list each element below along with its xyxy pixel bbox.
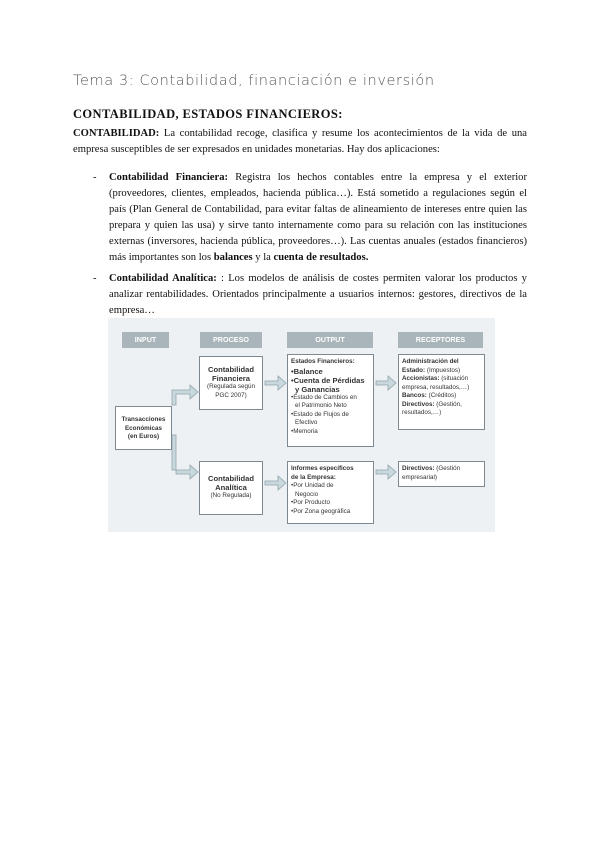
arrow-down-icon: [172, 435, 198, 479]
intro-text: La contabilidad recoge, clasifica y resume los acontecimientos de la vida de una empresa susceptibles de ser expresados en unidades monetarias. Hay dos aplicaciones:: [73, 128, 527, 155]
bullet-text: : Los modelos de análisis de costes permiten valorar los productos y analizar rentabilidades. Orientados principalmente a usuarios internos: gestores, directivos de la empresa…: [109, 273, 527, 316]
receptor-text: (Gestión: [434, 465, 461, 472]
bullet-label: Contabilidad Analítica:: [109, 273, 217, 284]
bullet-marker: -: [93, 172, 97, 183]
proceso-title: Contabilidad: [208, 365, 254, 374]
header-input: INPUT: [122, 332, 169, 348]
output-item: •Memoria: [291, 427, 318, 435]
output-item: •Cuenta de Pérdidas: [291, 375, 365, 385]
output-item: •Balance: [291, 366, 323, 376]
input-line: Económicas: [124, 424, 163, 432]
receptores-analitica-box: [398, 461, 485, 487]
output-item: •Por Producto: [291, 499, 330, 506]
page-title: Tema 3: Contabilidad, financiación e inversión: [73, 73, 435, 89]
bullet-text: y la: [252, 252, 274, 263]
proceso-financiera-box: [199, 356, 263, 410]
output-financiera-box: [287, 354, 374, 447]
proceso-title: Financiera: [212, 374, 250, 383]
input-line: Transacciones: [121, 416, 166, 423]
receptor-label: Directivos:: [402, 465, 435, 472]
arrow-right-icon: [265, 476, 286, 490]
receptor-text: empresarial): [402, 473, 437, 481]
arrow-up-icon: [172, 385, 198, 405]
output-title: de la Empresa:: [291, 473, 336, 481]
output-title: Informes específicos: [291, 465, 354, 472]
accounting-diagram: [108, 318, 495, 532]
output-item: el Patrimonio Neto: [295, 402, 347, 409]
receptor-text: (situación: [439, 375, 469, 382]
input-line: (en Euros): [127, 433, 160, 440]
receptor-label: Directivos:: [402, 400, 435, 408]
receptor-label: Estado:: [402, 366, 426, 374]
output-item: •Por Unidad de: [291, 482, 334, 489]
arrow-right-icon: [376, 465, 396, 479]
output-item: Efectivo: [295, 419, 318, 426]
receptor-text: (Créditos): [426, 392, 457, 399]
output-item: •Estado de Cambios en: [291, 393, 357, 401]
receptor-text: (Gestión,: [434, 400, 462, 408]
bullet-marker: -: [93, 273, 97, 284]
proceso-title: Contabilidad: [208, 474, 254, 483]
receptor-line: Administración del: [402, 358, 459, 365]
proceso-sub: (No Regulada): [210, 492, 252, 499]
bullet-bold: cuenta de resultados.: [273, 252, 369, 263]
proceso-title: Analítica: [215, 483, 247, 492]
intro-label: CONTABILIDAD:: [73, 128, 160, 139]
arrow-right-icon: [376, 376, 396, 390]
bullet-bold: balances: [213, 252, 253, 263]
receptores-financiera-box: [398, 354, 485, 430]
receptor-text: resultados,…): [402, 409, 442, 416]
receptor-label: Accionistas:: [402, 375, 440, 382]
proceso-sub: PGC 2007): [215, 391, 247, 399]
proceso-analitica-box: [199, 461, 263, 515]
output-item: y Ganancias: [295, 384, 340, 394]
proceso-sub: (Regulada según: [207, 383, 255, 390]
receptor-text: empresa, resultados,…): [402, 383, 470, 391]
output-item: •Estado de Flujos de: [291, 410, 349, 418]
header-receptores: RECEPTORES: [398, 332, 483, 348]
header-output: OUTPUT: [287, 332, 373, 348]
bullet-contabilidad-analitica: [109, 271, 527, 319]
section-heading: CONTABILIDAD, ESTADOS FINANCIEROS:: [73, 107, 343, 121]
bullet-label: Contabilidad Financiera:: [109, 172, 229, 183]
bullet-text: Registra los hechos contables entre la empresa y el exterior (proveedores, clientes, empleados, hacienda pública…). Está sometido a regulaciones según el país (Plan General de Contabilidad, para evitar faltas de alineamiento de intereses entre quien las prepara y quien las usa) y sirve tanto internamente como para su relación con las instituciones externas (inversores, hacienda pública, proveedores…). Las cuentas anuales (estados financieros) más importantes son los: [109, 172, 527, 263]
arrow-right-icon: [265, 376, 286, 390]
input-box: [115, 406, 172, 450]
bullet-contabilidad-financiera: [109, 170, 527, 266]
output-item: Negocio: [295, 490, 319, 498]
output-analitica-box: [287, 461, 374, 524]
receptor-label: Bancos:: [402, 392, 427, 399]
receptor-text: (Impuestos): [425, 366, 461, 374]
header-proceso: PROCESO: [200, 332, 262, 348]
intro-paragraph: [73, 126, 527, 158]
output-item: •Por Zona geográfica: [291, 507, 351, 515]
output-title: Estados Financieros:: [291, 358, 355, 365]
